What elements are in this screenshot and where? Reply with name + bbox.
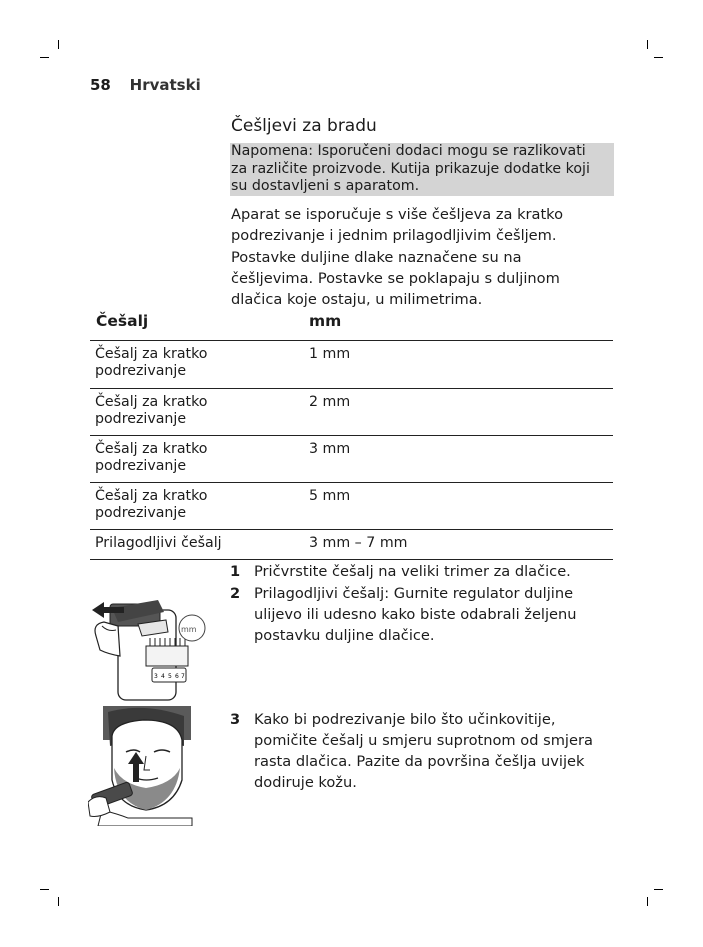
step-line: Kako bi podrezivanje bilo što učinkovitije, xyxy=(254,711,556,728)
step-line: ulijevo ili udesno kako biste odabrali željenu xyxy=(254,606,577,623)
cell-comb xyxy=(95,441,255,474)
scale-number: 6 xyxy=(175,673,179,680)
step-number: 1 xyxy=(230,563,241,580)
comb-table xyxy=(90,310,613,560)
table-row xyxy=(90,436,613,483)
cell-line: Češalj za kratko xyxy=(95,394,208,410)
paragraph-line: češljevima. Postavke se poklapaju s duljinom xyxy=(231,269,560,287)
beard-trimming-illustration xyxy=(88,706,194,826)
cell-mm: 1 mm xyxy=(309,346,351,362)
cell-line: podrezivanje xyxy=(95,457,187,474)
cell-mm: 3 mm – 7 mm xyxy=(309,535,408,551)
paragraph-line: dlačica koje ostaju, u milimetrima. xyxy=(231,291,483,309)
cell-line: Češalj za kratko xyxy=(95,488,208,504)
page-number: 58 xyxy=(90,76,111,94)
step-number: 3 xyxy=(230,711,241,728)
step-line: rasta dlačica. Pazite da površina češlja uvijek xyxy=(254,753,585,770)
table-row xyxy=(90,483,613,530)
steps-block xyxy=(230,709,610,794)
step-line: postavku duljine dlačice. xyxy=(254,627,435,644)
note-line: Napomena: Isporučeni dodaci mogu se razlikovati xyxy=(231,143,586,159)
note-box xyxy=(230,143,614,196)
cell-line: Češalj za kratko xyxy=(95,346,208,362)
step-line: Prilagodljivi češalj: Gurnite regulator duljine xyxy=(254,585,574,602)
note-line: su dostavljeni s aparatom. xyxy=(231,178,420,194)
step-item xyxy=(230,709,610,793)
trimmer-comb-illustration xyxy=(88,596,208,702)
cell-comb xyxy=(95,535,295,552)
step-line: pomičite češalj u smjeru suprotnom od smjera xyxy=(254,732,593,749)
length-badge-label: mm xyxy=(181,625,197,634)
paragraph-line: Aparat se isporučuje s više češljeva za kratko xyxy=(231,206,564,223)
table-row xyxy=(90,389,613,436)
crop-mark xyxy=(58,40,59,49)
scale-number: 3 xyxy=(154,673,158,680)
cell-comb xyxy=(95,346,255,379)
step-line: Pričvrstite češalj na veliki trimer za dlačice. xyxy=(254,563,571,580)
crop-mark xyxy=(654,57,663,58)
intro-paragraph xyxy=(231,204,611,310)
paragraph-line: podrezivanje i jednim prilagodljivim češljem. xyxy=(231,227,557,245)
cell-mm: 3 mm xyxy=(309,441,351,457)
crop-mark xyxy=(647,40,648,49)
cell-mm: 2 mm xyxy=(309,394,351,410)
section-title: Češljevi za bradu xyxy=(231,116,377,136)
scale-number: 4 xyxy=(161,673,165,680)
steps-block xyxy=(230,561,610,647)
step-item xyxy=(230,583,610,646)
cell-comb xyxy=(95,488,255,521)
table-header xyxy=(90,310,613,341)
crop-mark xyxy=(647,897,648,906)
cell-comb xyxy=(95,394,255,427)
crop-mark xyxy=(40,57,49,58)
step-number: 2 xyxy=(230,585,241,602)
table-row xyxy=(90,341,613,389)
cell-line: podrezivanje xyxy=(95,410,187,427)
page-header xyxy=(90,76,201,94)
step-line: dodiruje kožu. xyxy=(254,774,357,791)
cell-line: Prilagodljivi češalj xyxy=(95,535,222,551)
cell-line: Češalj za kratko xyxy=(95,441,208,457)
column-header-mm: mm xyxy=(309,312,342,330)
crop-mark xyxy=(40,889,49,890)
scale-number: 5 xyxy=(168,673,172,680)
cell-line: podrezivanje xyxy=(95,362,187,379)
step-item xyxy=(230,561,610,582)
cell-line: podrezivanje xyxy=(95,504,187,521)
crop-mark xyxy=(58,897,59,906)
note-line: za različite proizvode. Kutija prikazuje dodatke koji xyxy=(231,160,590,177)
hand-outline xyxy=(95,622,120,656)
cell-mm: 5 mm xyxy=(309,488,351,504)
paragraph-line: Postavke duljine dlake naznačene su na xyxy=(231,248,522,266)
scale-number: 7 xyxy=(181,673,185,680)
crop-mark xyxy=(654,889,663,890)
column-header-comb: Češalj xyxy=(96,312,149,330)
table-row xyxy=(90,530,613,560)
page-language: Hrvatski xyxy=(129,76,201,94)
